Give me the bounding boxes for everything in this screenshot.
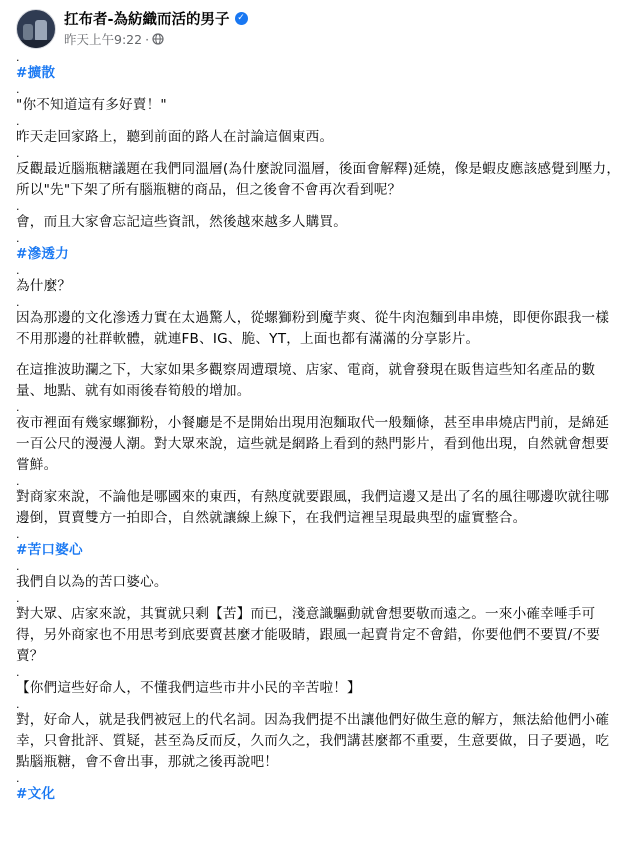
hashtag-spread[interactable]: #擴散: [16, 65, 56, 81]
post-paragraph: 【你們這些好命人，不懂我們這些市井小民的辛苦啦！】: [16, 680, 361, 696]
separator-dot: .: [16, 401, 20, 414]
post-paragraph: 因為那邊的文化滲透力實在太過驚人，從螺獅粉到魔芋爽、從牛肉泡麵到串串燒，即便你跟我一樣不用那邊的社群軟體，就連FB、IG、脆、YT，上面也都有滿滿的分享影片。: [16, 310, 610, 347]
hashtag-penetration[interactable]: #滲透力: [16, 246, 69, 262]
separator-dot: .: [16, 264, 20, 277]
post-paragraph: 昨天走回家路上，聽到前面的路人在討論這個東西。: [16, 129, 334, 145]
author-name[interactable]: 扛布者-為紡織而活的男子: [64, 12, 230, 28]
hashtag-culture[interactable]: #文化: [16, 786, 56, 802]
post-paragraph: 我們自以為的苦口婆心。: [16, 574, 168, 590]
separator-dot: .: [16, 232, 20, 245]
separator-dot: .: [16, 475, 20, 488]
post-paragraph: 對，好命人，就是我們被冠上的代名詞。因為我們提不出讓他們好做生意的解方，無法給他們小確幸，只會批評、質疑，甚至為反而反，久而久之，我們講甚麼都不重要，生意要做，日子要過，吃點腦瓶糖，會不會出事，那就之後再說吧！: [16, 712, 610, 770]
separator-dot: .: [16, 772, 20, 785]
separator-dot: .: [16, 560, 20, 573]
post-paragraph: 為什麼？: [16, 278, 72, 294]
author-avatar[interactable]: [16, 9, 56, 49]
post-paragraph: 對大眾、店家來說，其實就只剩【苦】而已，淺意識驅動就會想要敬而遠之。一來小確幸唾手可得，另外商家也不用思考到底要賣甚麼才能吸睛，跟風一起賣肯定不會錯，你要他們不要買/不要賣？: [16, 606, 601, 664]
post-paragraph: 反觀最近腦瓶糖議題在我們同溫層(為什麼說同溫層，後面會解釋)延燒，像是蝦皮應該感覺到壓力，所以"先"下架了所有腦瓶糖的商品，但之後會不會再次看到呢？: [16, 161, 621, 198]
separator-dot: .: [16, 592, 20, 605]
separator-dot: .: [16, 698, 20, 711]
separator-dot: .: [16, 528, 20, 541]
post-paragraph: 在這推波助瀾之下，大家如果多觀察周遭環境、店家、電商，就會發現在販售這些知名產品的數量、地點、就有如雨後春筍般的增加。: [16, 362, 596, 399]
separator-dot: .: [16, 296, 20, 309]
separator-dot: .: [16, 51, 20, 64]
post-paragraph: 對商家來說，不論他是哪國來的東西，有熱度就要跟風，我們這邊又是出了名的風往哪邊吹就往哪邊倒，買賣雙方一拍即合，自然就讓線上線下，在我們這裡呈現最典型的虛實整合。: [16, 489, 610, 526]
separator-dot: .: [16, 147, 20, 160]
post-paragraph: "你不知道這有多好賣！": [16, 97, 167, 113]
post-header: [0, 0, 637, 50]
post-meta: [64, 30, 164, 48]
post-paragraph: 夜市裡面有幾家螺獅粉，小餐廳是不是開始出現用泡麵取代一般麵條，甚至串串燒店門前，是綿延一百公尺的漫漫人潮。對大眾來說，這些就是網路上看到的熱門影片，看到他出現，自然就會想要嘗鮮。: [16, 415, 610, 473]
post-timestamp[interactable]: 昨天上午9:22: [64, 32, 143, 47]
separator-dot: .: [16, 115, 20, 128]
separator-dot: .: [16, 200, 20, 213]
separator-dot: .: [16, 666, 20, 679]
globe-icon[interactable]: [152, 33, 164, 45]
author-row: [64, 8, 248, 29]
post-paragraph: 會，而且大家會忘記這些資訊，然後越來越多人購買。: [16, 214, 348, 230]
hashtag-advice[interactable]: #苦口婆心: [16, 542, 83, 558]
meta-separator: ·: [145, 31, 150, 47]
separator-dot: .: [16, 83, 20, 96]
post-body: [16, 52, 621, 805]
verified-badge-icon: ✓: [235, 12, 248, 25]
